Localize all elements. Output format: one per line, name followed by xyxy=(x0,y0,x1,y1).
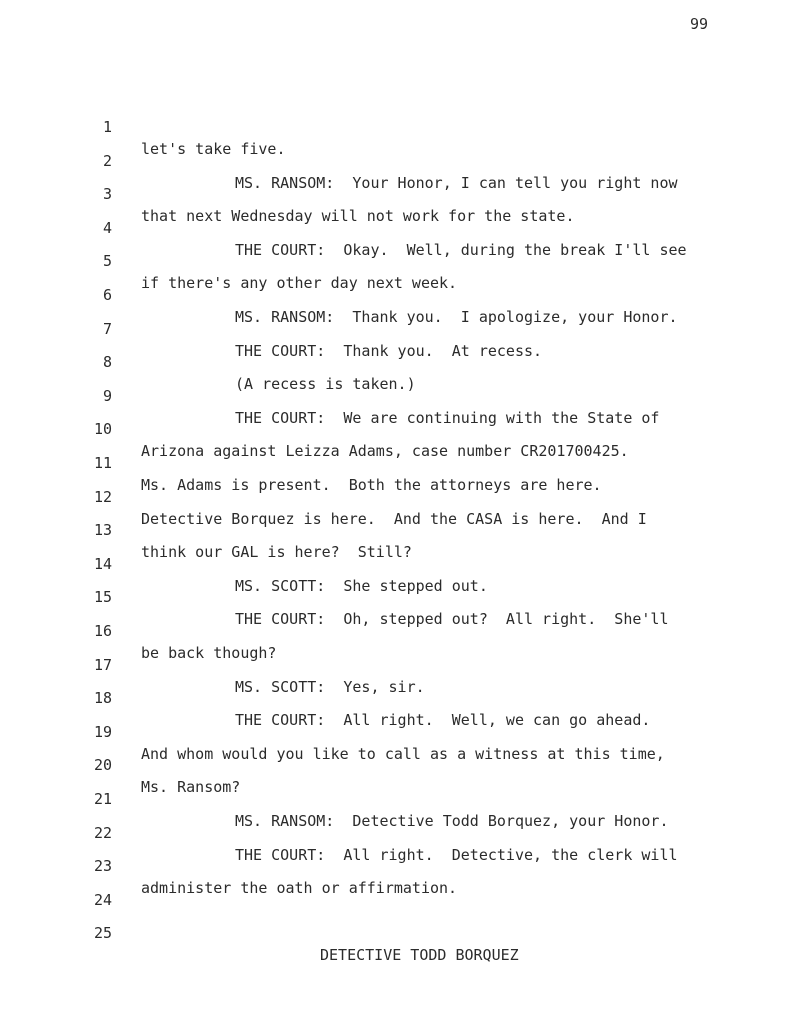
page-number: 99 xyxy=(690,15,709,33)
line-number: 17 xyxy=(93,655,112,674)
transcript-line xyxy=(0,195,800,259)
transcript-line xyxy=(0,396,800,461)
line-number: 13 xyxy=(93,521,112,540)
line-number: 8 xyxy=(102,353,112,372)
transcript-line xyxy=(0,833,800,898)
line-number: 2 xyxy=(102,151,112,170)
transcript-line xyxy=(0,564,800,629)
transcript-line xyxy=(0,900,800,965)
line-number: 12 xyxy=(93,487,112,506)
line-text: Ms. Adams is present. Both the attorneys are here. xyxy=(141,476,602,494)
transcript-line xyxy=(0,363,800,427)
line-text: let's take five. xyxy=(141,140,286,158)
line-text: Ms. Ransom? xyxy=(141,778,241,797)
line-text: MS. SCOTT: She stepped out. xyxy=(235,576,488,595)
transcript-line xyxy=(0,531,800,595)
line-text: Arizona against Leizza Adams, case number CR201700425. xyxy=(141,442,629,461)
transcript-line xyxy=(0,665,800,730)
line-number: 7 xyxy=(102,319,112,338)
transcript-line xyxy=(0,228,800,293)
transcript-line xyxy=(0,161,800,226)
transcript-line xyxy=(0,296,800,360)
line-text: THE COURT: Thank you. At recess. xyxy=(235,341,543,360)
line-number: 16 xyxy=(93,622,112,640)
line-text: be back though? xyxy=(141,644,277,662)
line-number: 18 xyxy=(93,689,112,708)
line-number: 24 xyxy=(93,890,112,909)
transcript-line xyxy=(0,464,800,528)
transcript-line xyxy=(0,430,800,494)
line-text: THE COURT: All right. Well, we can go ahead. xyxy=(235,711,651,730)
line-number: 22 xyxy=(93,823,112,842)
line-number: 4 xyxy=(102,218,112,237)
line-text: if there's any other day next week. xyxy=(141,274,458,293)
line-number: 23 xyxy=(93,857,112,876)
line-text: MS. SCOTT: Yes, sir. xyxy=(235,677,425,696)
line-text: MS. RANSOM: Detective Todd Borquez, your Honor. xyxy=(235,812,669,830)
line-number: 10 xyxy=(93,420,112,439)
transcript-line xyxy=(0,699,800,763)
line-number: 25 xyxy=(93,924,112,943)
line-text: And whom would you like to call as a witness at this time, xyxy=(141,744,665,763)
line-number: 11 xyxy=(93,454,112,472)
line-number: 9 xyxy=(102,386,112,405)
line-number: 5 xyxy=(102,252,112,271)
line-text: THE COURT: Oh, stepped out? All right. She'll xyxy=(235,610,669,629)
line-number: 20 xyxy=(93,756,112,775)
transcript-line xyxy=(0,128,800,192)
transcript-line xyxy=(0,632,800,696)
transcript-line xyxy=(0,262,800,326)
line-number: 6 xyxy=(102,286,112,304)
line-number: 21 xyxy=(93,790,112,808)
line-text: (A recess is taken.) xyxy=(235,375,416,394)
line-number: 1 xyxy=(102,118,112,136)
transcript-line xyxy=(0,497,800,562)
line-text: that next Wednesday will not work for the state. xyxy=(141,207,575,226)
transcript-line xyxy=(0,867,800,909)
line-number: 15 xyxy=(93,588,112,607)
transcript-line xyxy=(0,800,800,864)
line-text: MS. RANSOM: Your Honor, I can tell you right now xyxy=(235,173,678,192)
line-number: 3 xyxy=(102,185,112,204)
line-text: think our GAL is here? Still? xyxy=(141,543,412,562)
transcript-line xyxy=(0,329,800,394)
line-text: Detective Borquez is here. And the CASA is here. And I xyxy=(141,509,647,528)
transcript-line xyxy=(0,766,800,830)
line-text: THE COURT: All right. Detective, the clerk will xyxy=(235,845,678,864)
line-text: administer the oath or affirmation. xyxy=(141,879,458,898)
line-text: MS. RANSOM: Thank you. I apologize, your Honor. xyxy=(235,308,678,326)
transcript-line xyxy=(0,598,800,662)
line-number: 14 xyxy=(93,554,112,573)
transcript-line xyxy=(0,732,800,797)
transcript-line xyxy=(0,94,800,158)
line-text: THE COURT: Okay. Well, during the break I'll see xyxy=(235,240,687,259)
witness-heading: DETECTIVE TODD BORQUEZ xyxy=(320,946,519,965)
line-number: 19 xyxy=(93,722,112,741)
line-text: THE COURT: We are continuing with the State of xyxy=(235,408,660,427)
